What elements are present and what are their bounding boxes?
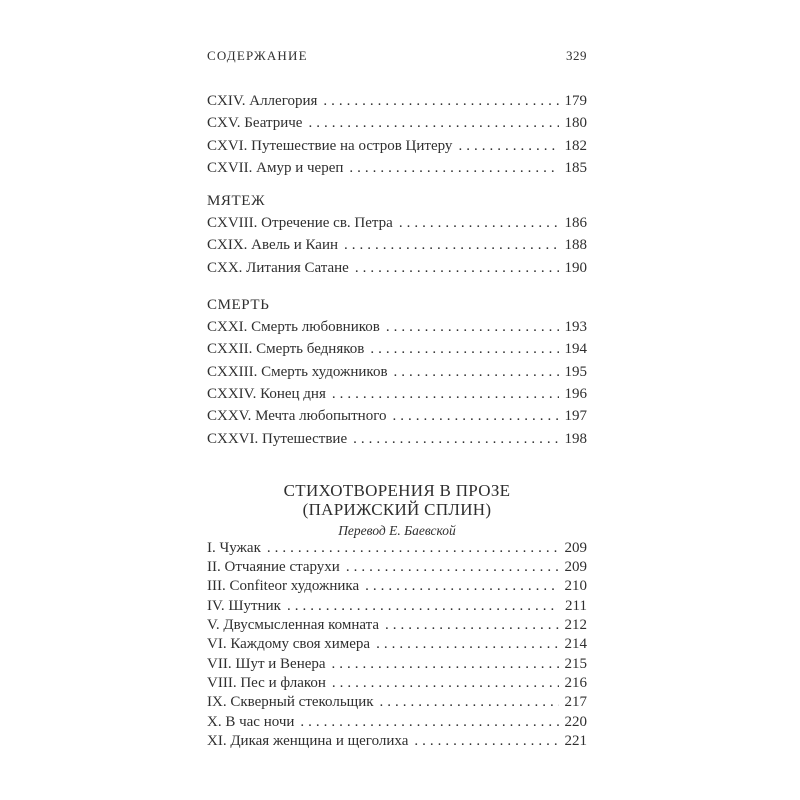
toc-entry-label: IV. Шутник xyxy=(207,597,281,614)
dot-leader xyxy=(308,112,559,134)
toc-group-revolt xyxy=(207,212,587,279)
toc-group-main xyxy=(207,90,587,179)
toc-entry-page: 220 xyxy=(564,713,587,730)
toc-entry-label: CXVIII. Отречение св. Петра xyxy=(207,215,393,232)
toc-entry-label: XI. Дикая женщина и щеголиха xyxy=(207,732,409,749)
dot-leader xyxy=(386,316,559,338)
toc-entry-label: CXXVI. Путешествие xyxy=(207,430,348,447)
toc-entry-label: CXIV. Аллегория xyxy=(207,93,318,109)
toc-entry-page: 193 xyxy=(564,319,587,336)
dot-leader xyxy=(267,539,559,558)
toc-entry-page: 180 xyxy=(564,115,587,132)
toc-entry-page: 197 xyxy=(564,408,587,425)
toc-entry xyxy=(207,257,587,279)
toc-entry-label: CXXIII. Смерть художников xyxy=(207,363,388,380)
dot-leader xyxy=(323,90,559,112)
toc-entry-label: CXX. Литания Сатане xyxy=(207,259,349,276)
toc-entry xyxy=(207,713,587,732)
dot-leader xyxy=(344,234,559,256)
translator-credit: Перевод Е. Баевской xyxy=(338,522,456,538)
dot-leader xyxy=(353,428,559,450)
toc-entry-page: 188 xyxy=(564,237,587,254)
toc-entry xyxy=(207,577,587,596)
dot-leader xyxy=(300,713,559,732)
toc-entry xyxy=(207,135,587,157)
contents-column xyxy=(207,48,587,751)
toc-entry xyxy=(207,428,587,450)
toc-entry-page: 215 xyxy=(564,655,587,672)
dot-leader xyxy=(332,674,559,693)
toc-entry-page: 198 xyxy=(564,430,587,447)
toc-entry-page: 221 xyxy=(564,732,587,749)
toc-entry-page: 209 xyxy=(564,559,587,576)
dot-leader xyxy=(332,383,559,405)
toc-group-death xyxy=(207,316,587,450)
toc-entry xyxy=(207,655,587,674)
dot-leader xyxy=(332,655,559,674)
toc-entry xyxy=(207,361,587,383)
toc-entry xyxy=(207,616,587,635)
toc-entry-label: VI. Каждому своя химера xyxy=(207,636,371,653)
toc-entry-page: 185 xyxy=(564,159,587,176)
dot-leader xyxy=(355,257,559,279)
toc-entry-page: 194 xyxy=(564,341,587,358)
dot-leader xyxy=(349,157,559,179)
dot-leader xyxy=(287,597,559,616)
toc-entry xyxy=(207,405,587,427)
toc-group-prose xyxy=(207,539,587,751)
toc-entry xyxy=(207,597,587,616)
toc-entry-page: 214 xyxy=(564,636,587,653)
dot-leader xyxy=(394,361,559,383)
toc-entry xyxy=(207,338,587,360)
dot-leader xyxy=(365,577,559,596)
dot-leader xyxy=(385,616,559,635)
toc-entry-label: CXXII. Смерть бедняков xyxy=(207,341,365,358)
toc-entry-page: 216 xyxy=(564,674,587,691)
toc-entry-label: V. Двусмысленная комната xyxy=(207,617,380,634)
part-title-line1: СТИХОТВОРЕНИЯ В ПРОЗЕ xyxy=(283,480,511,500)
toc-entry-page: 182 xyxy=(564,137,587,154)
toc-entry xyxy=(207,635,587,654)
toc-entry-label: CXXV. Мечта любопытного xyxy=(207,408,387,425)
toc-entry-page: 211 xyxy=(565,597,587,614)
dot-leader xyxy=(458,135,559,157)
toc-entry xyxy=(207,90,587,112)
toc-entry-page: 195 xyxy=(564,363,587,380)
toc-entry xyxy=(207,693,587,712)
toc-entry-page: 190 xyxy=(564,259,587,276)
dot-leader xyxy=(370,338,559,360)
toc-entry-label: II. Отчаяние старухи xyxy=(207,559,340,576)
toc-entry xyxy=(207,112,587,134)
toc-entry xyxy=(207,558,587,577)
toc-entry xyxy=(207,383,587,405)
toc-entry-label: VII. Шут и Венера xyxy=(207,655,326,672)
toc-entry-label: III. Confiteor художника xyxy=(207,578,360,595)
dot-leader xyxy=(376,635,559,654)
toc-entry-label: VIII. Пес и флакон xyxy=(207,674,326,691)
toc-entry xyxy=(207,157,587,179)
toc-entry-page: 217 xyxy=(564,694,587,711)
part-title-block xyxy=(207,481,587,539)
toc-entry xyxy=(207,674,587,693)
toc-entry xyxy=(207,732,587,751)
running-title: СОДЕРЖАНИЕ xyxy=(207,48,308,63)
page-header xyxy=(207,48,587,64)
toc-entry xyxy=(207,316,587,338)
toc-entry-page: 209 xyxy=(564,539,587,556)
toc-entry-page: 179 xyxy=(564,93,587,109)
toc-entry-label: I. Чужак xyxy=(207,539,261,556)
dot-leader xyxy=(392,405,559,427)
dot-leader xyxy=(346,558,559,577)
toc-entry-label: CXXI. Смерть любовников xyxy=(207,319,380,336)
page-number: 329 xyxy=(566,48,587,63)
toc-entry xyxy=(207,539,587,558)
dot-leader xyxy=(414,732,559,751)
toc-entry-label: CXVII. Амур и череп xyxy=(207,159,344,176)
toc-entry-page: 196 xyxy=(564,385,587,402)
dot-leader xyxy=(380,693,559,712)
section-heading-death: СМЕРТЬ xyxy=(207,297,270,314)
part-title-line2: (ПАРИЖСКИЙ СПЛИН) xyxy=(302,500,492,520)
section-heading-revolt: МЯТЕЖ xyxy=(207,193,266,210)
dot-leader xyxy=(399,212,559,234)
toc-entry-label: X. В час ночи xyxy=(207,713,295,730)
toc-entry-page: 212 xyxy=(564,617,587,634)
toc-entry xyxy=(207,212,587,234)
toc-entry-page: 186 xyxy=(564,215,587,232)
toc-entry-label: CXV. Беатриче xyxy=(207,115,303,132)
toc-entry-label: CXIX. Авель и Каин xyxy=(207,237,339,254)
toc-entry-label: CXVI. Путешествие на остров Цитеру xyxy=(207,137,453,154)
toc-entry-label: CXXIV. Конец дня xyxy=(207,385,326,402)
toc-entry xyxy=(207,234,587,256)
toc-entry-page: 210 xyxy=(564,578,587,595)
toc-entry-label: IX. Скверный стекольщик xyxy=(207,694,374,711)
